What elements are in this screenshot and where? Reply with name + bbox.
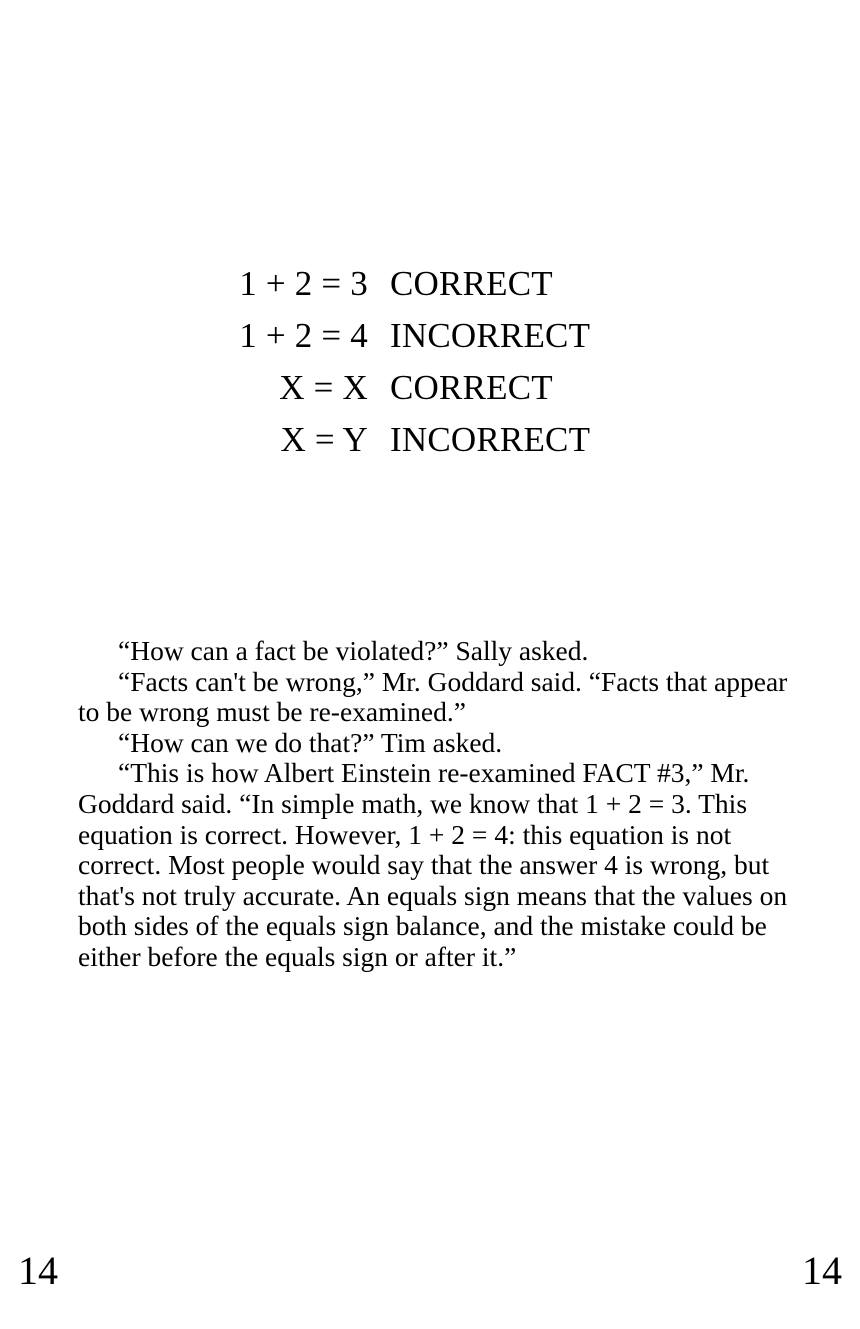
equation-row [230,414,630,466]
equation-row [230,310,630,362]
equation-expression: 1 + 2 = 4 [239,316,368,355]
paragraph: “How can we do that?” Tim asked. [118,726,503,758]
page-number-right: 14 [802,1248,842,1293]
equation-row [230,362,630,414]
page-number-left: 14 [18,1248,58,1293]
equation-expression: X = X [279,368,368,407]
equation-verdict: INCORRECT [390,420,591,459]
equation-expression: 1 + 2 = 3 [239,264,368,303]
paragraph: “How can a fact be violated?” Sally asked. [118,635,589,666]
paragraph: “Facts can't be wrong,” Mr. Goddard said. “Facts that appear to be wrong must be re-examined.” [78,665,788,728]
equation-expression: X = Y [280,420,368,459]
equation-list [0,258,860,466]
equation-verdict: CORRECT [390,368,553,407]
body-text [78,636,794,973]
equation-row [230,258,630,310]
paragraph: “This is how Albert Einstein re-examined FACT #3,” Mr. Goddard said. “In simple math, we know that 1 + 2 = 3. This equation is correct. However, 1 + 2 = 4: this equation is not correct. Most people would say that the answer 4 is wrong, but that's not truly accurate. An equals sign means that the values on both sides of the equals sign balance, and the mistake could be either before the equals sign or after it.” [78,757,788,972]
equation-verdict: CORRECT [390,264,553,303]
equation-verdict: INCORRECT [390,316,591,355]
